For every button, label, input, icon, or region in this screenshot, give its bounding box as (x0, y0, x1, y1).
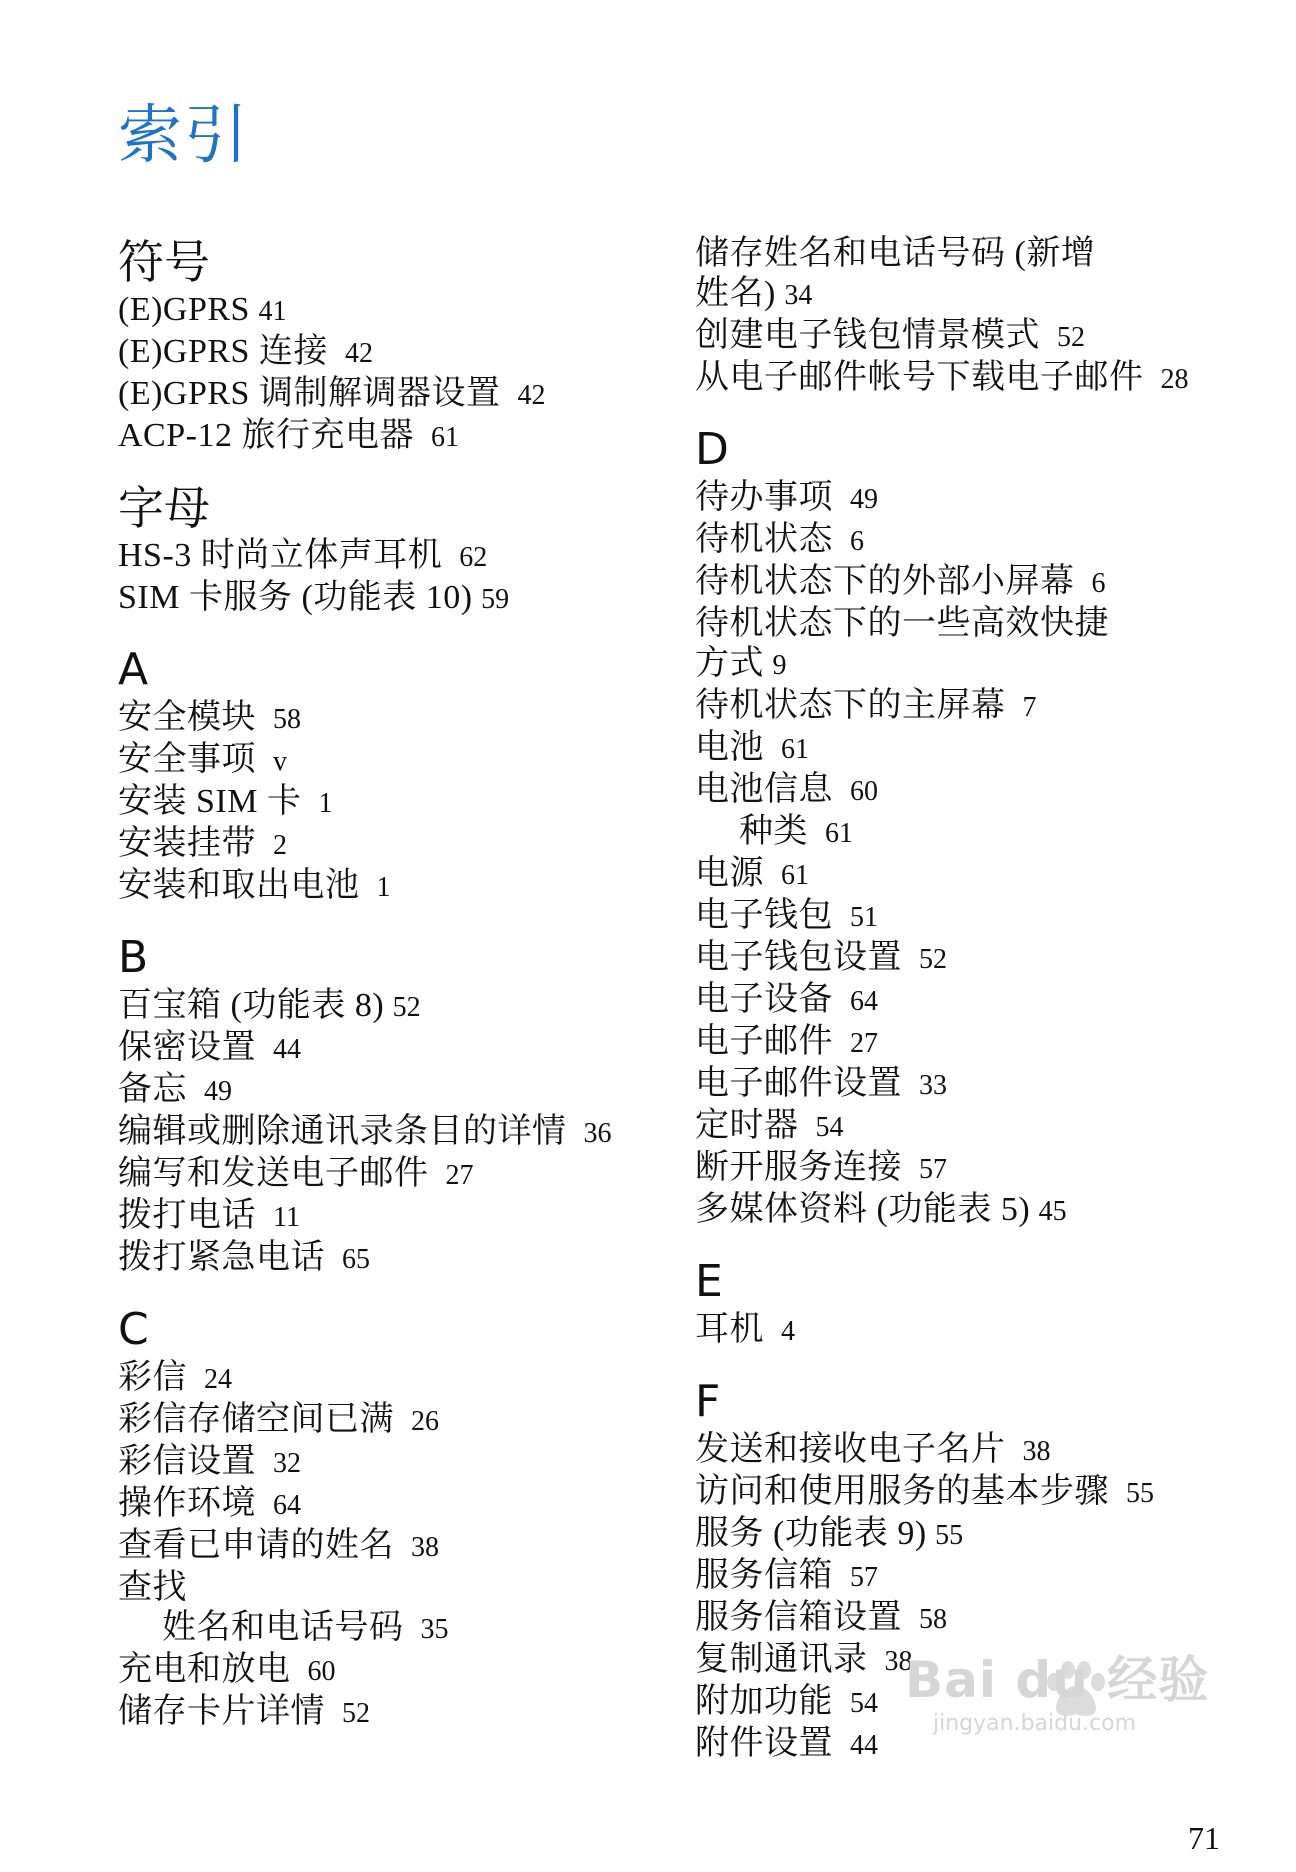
index-entry-page: 54 (815, 1112, 844, 1143)
index-group-heading: 符号 (118, 235, 210, 289)
index-subentry (695, 812, 1255, 854)
index-entry (118, 578, 678, 620)
watermark-url: jingyan.baidu.com (933, 1711, 1137, 1736)
index-entry-term: 待办事项 (695, 479, 833, 516)
index-entry (695, 938, 1255, 980)
index-entry-page: 27 (445, 1160, 474, 1191)
index-entry (695, 1430, 1255, 1472)
index-entry-page: 55 (1126, 1478, 1154, 1509)
index-entry-term: 多媒体资料 (功能表 5) (695, 1191, 1031, 1228)
index-entry (695, 604, 1255, 644)
index-entry-page: 26 (411, 1406, 439, 1437)
index-entry-term: 查找 (118, 1569, 187, 1606)
index-entry-term: 储存卡片详情 (118, 1693, 325, 1730)
index-entry-page: 55 (935, 1520, 964, 1551)
index-entry (695, 234, 1255, 274)
index-entry (695, 1556, 1255, 1598)
index-entry-term: 安全事项 (118, 741, 256, 778)
index-entry-page: 52 (342, 1698, 370, 1729)
index-entry-term: 操作环境 (118, 1485, 256, 1522)
index-entry (695, 980, 1255, 1022)
index-entry-term: 电子邮件 (695, 1023, 833, 1060)
index-entry (695, 358, 1255, 400)
index-entry-page: 9 (772, 650, 787, 681)
index-entry (118, 1154, 678, 1196)
index-entry-term: 彩信存储空间已满 (118, 1401, 394, 1438)
index-entry-page: 52 (1057, 322, 1085, 353)
index-entry-page: 6 (1091, 568, 1106, 599)
index-entry-term: 待机状态下的主屏幕 (695, 687, 1006, 724)
index-entry-page: 11 (273, 1202, 300, 1233)
index-entry-page: 64 (850, 986, 878, 1017)
index-group-heading: E (695, 1256, 723, 1307)
index-entry (695, 1022, 1255, 1064)
index-entry (118, 1442, 678, 1484)
index-entry-term: 待机状态 (695, 521, 833, 558)
index-entry-page: 33 (919, 1070, 947, 1101)
index-group (118, 480, 678, 620)
index-entry (118, 740, 678, 782)
index-entry (118, 416, 678, 458)
index-entry-term: HS-3 时尚立体声耳机 (118, 537, 443, 574)
index-entry-term: SIM 卡服务 (功能表 10) (118, 579, 473, 616)
index-entry-page: 28 (1160, 364, 1189, 395)
index-entry-page: 65 (342, 1244, 370, 1275)
index-entry-page: 52 (919, 944, 947, 975)
index-entry-term: 电源 (695, 855, 764, 892)
index-entry (118, 698, 678, 740)
index-column-left (118, 234, 678, 1734)
index-entry-page: v (273, 746, 287, 777)
index-entry-term: 备忘 (118, 1071, 187, 1108)
index-entry-term: 编写和发送电子邮件 (118, 1155, 429, 1192)
index-entry-term: 电子钱包 (695, 897, 833, 934)
index-entry-term: 服务 (功能表 9) (695, 1515, 927, 1552)
index-entry-page: 42 (344, 338, 373, 369)
index-entry (118, 1650, 678, 1692)
index-entry-term: 耳机 (695, 1311, 764, 1348)
index-entry-term: 彩信 (118, 1359, 187, 1396)
index-entry (118, 824, 678, 866)
index-entry (695, 1106, 1255, 1148)
index-entry (118, 290, 678, 332)
index-entry (695, 520, 1255, 562)
index-entry-term: 编辑或删除通讯录条目的详情 (118, 1113, 567, 1150)
index-entry-term: 百宝箱 (功能表 8) (118, 987, 385, 1024)
index-entry-page: 41 (258, 296, 287, 327)
index-group (118, 930, 678, 1280)
index-entry (695, 686, 1255, 728)
index-entry-page: 58 (919, 1604, 947, 1635)
index-entry (118, 782, 678, 824)
index-entry-page: 58 (273, 704, 301, 735)
index-entry-term: 电子设备 (695, 981, 833, 1018)
index-group (695, 422, 1255, 1232)
index-entry-page: 44 (273, 1034, 301, 1065)
index-entry-term: 服务信箱 (695, 1557, 833, 1594)
index-entry-term: 断开服务连接 (695, 1149, 902, 1186)
index-entry-term: 安全模块 (118, 699, 256, 736)
index-entry-term: 姓名和电话号码 (162, 1609, 404, 1646)
index-entry (695, 562, 1255, 604)
index-entry-term: 发送和接收电子名片 (695, 1431, 1006, 1468)
index-entry (118, 1400, 678, 1442)
baidu-jingyan-watermark (905, 1650, 1209, 1738)
index-group (695, 1254, 1255, 1352)
index-entry (695, 1472, 1255, 1514)
index-entry-term: (E)GPRS (118, 291, 250, 328)
index-entry-page: 49 (204, 1076, 232, 1107)
index-entry-page: 45 (1038, 1196, 1067, 1227)
index-entry-term: ACP-12 旅行充电器 (118, 417, 414, 454)
index-entry (695, 770, 1255, 812)
index-entry-term: 访问和使用服务的基本步骤 (695, 1473, 1109, 1510)
index-entry-term: 拨打紧急电话 (118, 1239, 325, 1276)
index-entry-page: 61 (825, 818, 853, 849)
index-entry-page: 38 (1022, 1436, 1051, 1467)
index-entry (118, 1028, 678, 1070)
index-entry-page: 27 (850, 1028, 878, 1059)
index-entry-term: 查看已申请的姓名 (118, 1527, 394, 1564)
index-entry (695, 1064, 1255, 1106)
index-entry-term: 彩信设置 (118, 1443, 256, 1480)
index-entry-page: 62 (459, 542, 488, 573)
index-entry-page: 60 (850, 776, 878, 807)
index-entry-term: 电子钱包设置 (695, 939, 902, 976)
index-entry-term: 待机状态下的一些高效快捷 (695, 605, 1109, 642)
page-number: 71 (1188, 1820, 1220, 1856)
index-entry-page: 52 (392, 992, 421, 1023)
index-entry (695, 1190, 1255, 1232)
index-entry (695, 854, 1255, 896)
index-group-heading: F (695, 1376, 721, 1427)
index-entry-page: 49 (850, 484, 878, 515)
index-entry (695, 896, 1255, 938)
index-entry (118, 1568, 678, 1608)
index-entry-page: 1 (376, 872, 391, 903)
index-entry-term: 复制通讯录 (695, 1641, 868, 1678)
index-entry (118, 374, 678, 416)
index-entry-page: 38 (411, 1532, 439, 1563)
index-entry-term: (E)GPRS 调制解调器设置 (118, 375, 501, 412)
index-entry-page: 61 (430, 422, 459, 453)
index-entry-term: 附加功能 (695, 1683, 833, 1720)
index-entry-term: 充电和放电 (118, 1651, 291, 1688)
index-entry-page: 44 (850, 1730, 878, 1761)
index-entry-term: 电池 (695, 729, 764, 766)
index-entry (118, 866, 678, 908)
index-group (695, 234, 1255, 400)
index-entry-page: 57 (919, 1154, 947, 1185)
index-entry (118, 1526, 678, 1568)
index-entry-term: 待机状态下的外部小屏幕 (695, 563, 1075, 600)
index-entry-page: 60 (307, 1656, 336, 1687)
index-entry (695, 316, 1255, 358)
watermark-brand: Bai du 经验 (905, 1651, 1210, 1709)
index-entry (695, 1310, 1255, 1352)
index-group-heading: D (695, 424, 729, 475)
index-entry-term: 创建电子钱包情景模式 (695, 317, 1040, 354)
index-entry-term: 姓名) (695, 275, 776, 312)
index-group-heading: B (118, 932, 149, 983)
index-entry-page: 7 (1022, 692, 1037, 723)
index-entry-page: 6 (850, 526, 864, 557)
index-entry (118, 1692, 678, 1734)
index-entry (695, 1514, 1255, 1556)
index-entry-term: 服务信箱设置 (695, 1599, 902, 1636)
index-group-heading: 字母 (118, 481, 210, 535)
index-entry (118, 1358, 678, 1400)
index-entry-page: 24 (204, 1364, 232, 1395)
index-entry-term: 保密设置 (118, 1029, 256, 1066)
index-entry-page: 36 (583, 1118, 612, 1149)
index-entry-page: 35 (420, 1614, 449, 1645)
index-entry-term: 储存姓名和电话号码 (新增 (695, 235, 1096, 272)
index-entry-term: 安装和取出电池 (118, 867, 360, 904)
index-entry-page: 64 (273, 1490, 301, 1521)
index-entry-page: 32 (273, 1448, 301, 1479)
index-group-heading: A (118, 644, 149, 695)
index-entry-page: 4 (781, 1316, 795, 1347)
index-entry-term: 安装挂带 (118, 825, 256, 862)
index-entry-page: 51 (850, 902, 878, 933)
index-entry (118, 1484, 678, 1526)
index-entry-page: 57 (850, 1562, 878, 1593)
index-entry-term: 方式 (695, 645, 764, 682)
index-entry (118, 1196, 678, 1238)
index-entry-page: 42 (517, 380, 546, 411)
page-title: 索引 (118, 99, 250, 173)
index-entry (695, 1598, 1255, 1640)
index-column-right (695, 234, 1255, 1766)
index-entry-page: 61 (781, 734, 809, 765)
index-entry-term: 附件设置 (695, 1725, 833, 1762)
index-entry-page: 54 (850, 1688, 878, 1719)
index-entry-continuation (695, 644, 1255, 686)
index-entry-term: 安装 SIM 卡 (118, 783, 302, 820)
index-entry (695, 728, 1255, 770)
index-entry-term: 从电子邮件帐号下载电子邮件 (695, 359, 1144, 396)
index-entry (118, 1070, 678, 1112)
index-entry-term: (E)GPRS 连接 (118, 333, 328, 370)
index-group (118, 642, 678, 908)
index-entry (118, 986, 678, 1028)
index-entry-term: 拨打电话 (118, 1197, 256, 1234)
index-entry (118, 1238, 678, 1280)
index-entry-page: 34 (784, 280, 813, 311)
index-entry-page: 38 (884, 1646, 913, 1677)
index-entry-term: 定时器 (695, 1107, 799, 1144)
index-group (118, 1302, 678, 1734)
index-subentry (118, 1608, 678, 1650)
index-entry-term: 种类 (739, 813, 808, 850)
index-entry (118, 332, 678, 374)
index-entry (695, 1148, 1255, 1190)
index-entry-page: 1 (318, 788, 333, 819)
index-entry-continuation (695, 274, 1255, 316)
index-entry (118, 1112, 678, 1154)
index-entry (118, 536, 678, 578)
index-group-heading: C (118, 1304, 149, 1355)
index-entry-term: 电子邮件设置 (695, 1065, 902, 1102)
index-entry-page: 61 (781, 860, 809, 891)
index-entry-page: 59 (481, 584, 510, 615)
index-entry-term: 电池信息 (695, 771, 833, 808)
index-group (118, 234, 678, 458)
index-entry (695, 478, 1255, 520)
index-entry-page: 2 (273, 830, 287, 861)
